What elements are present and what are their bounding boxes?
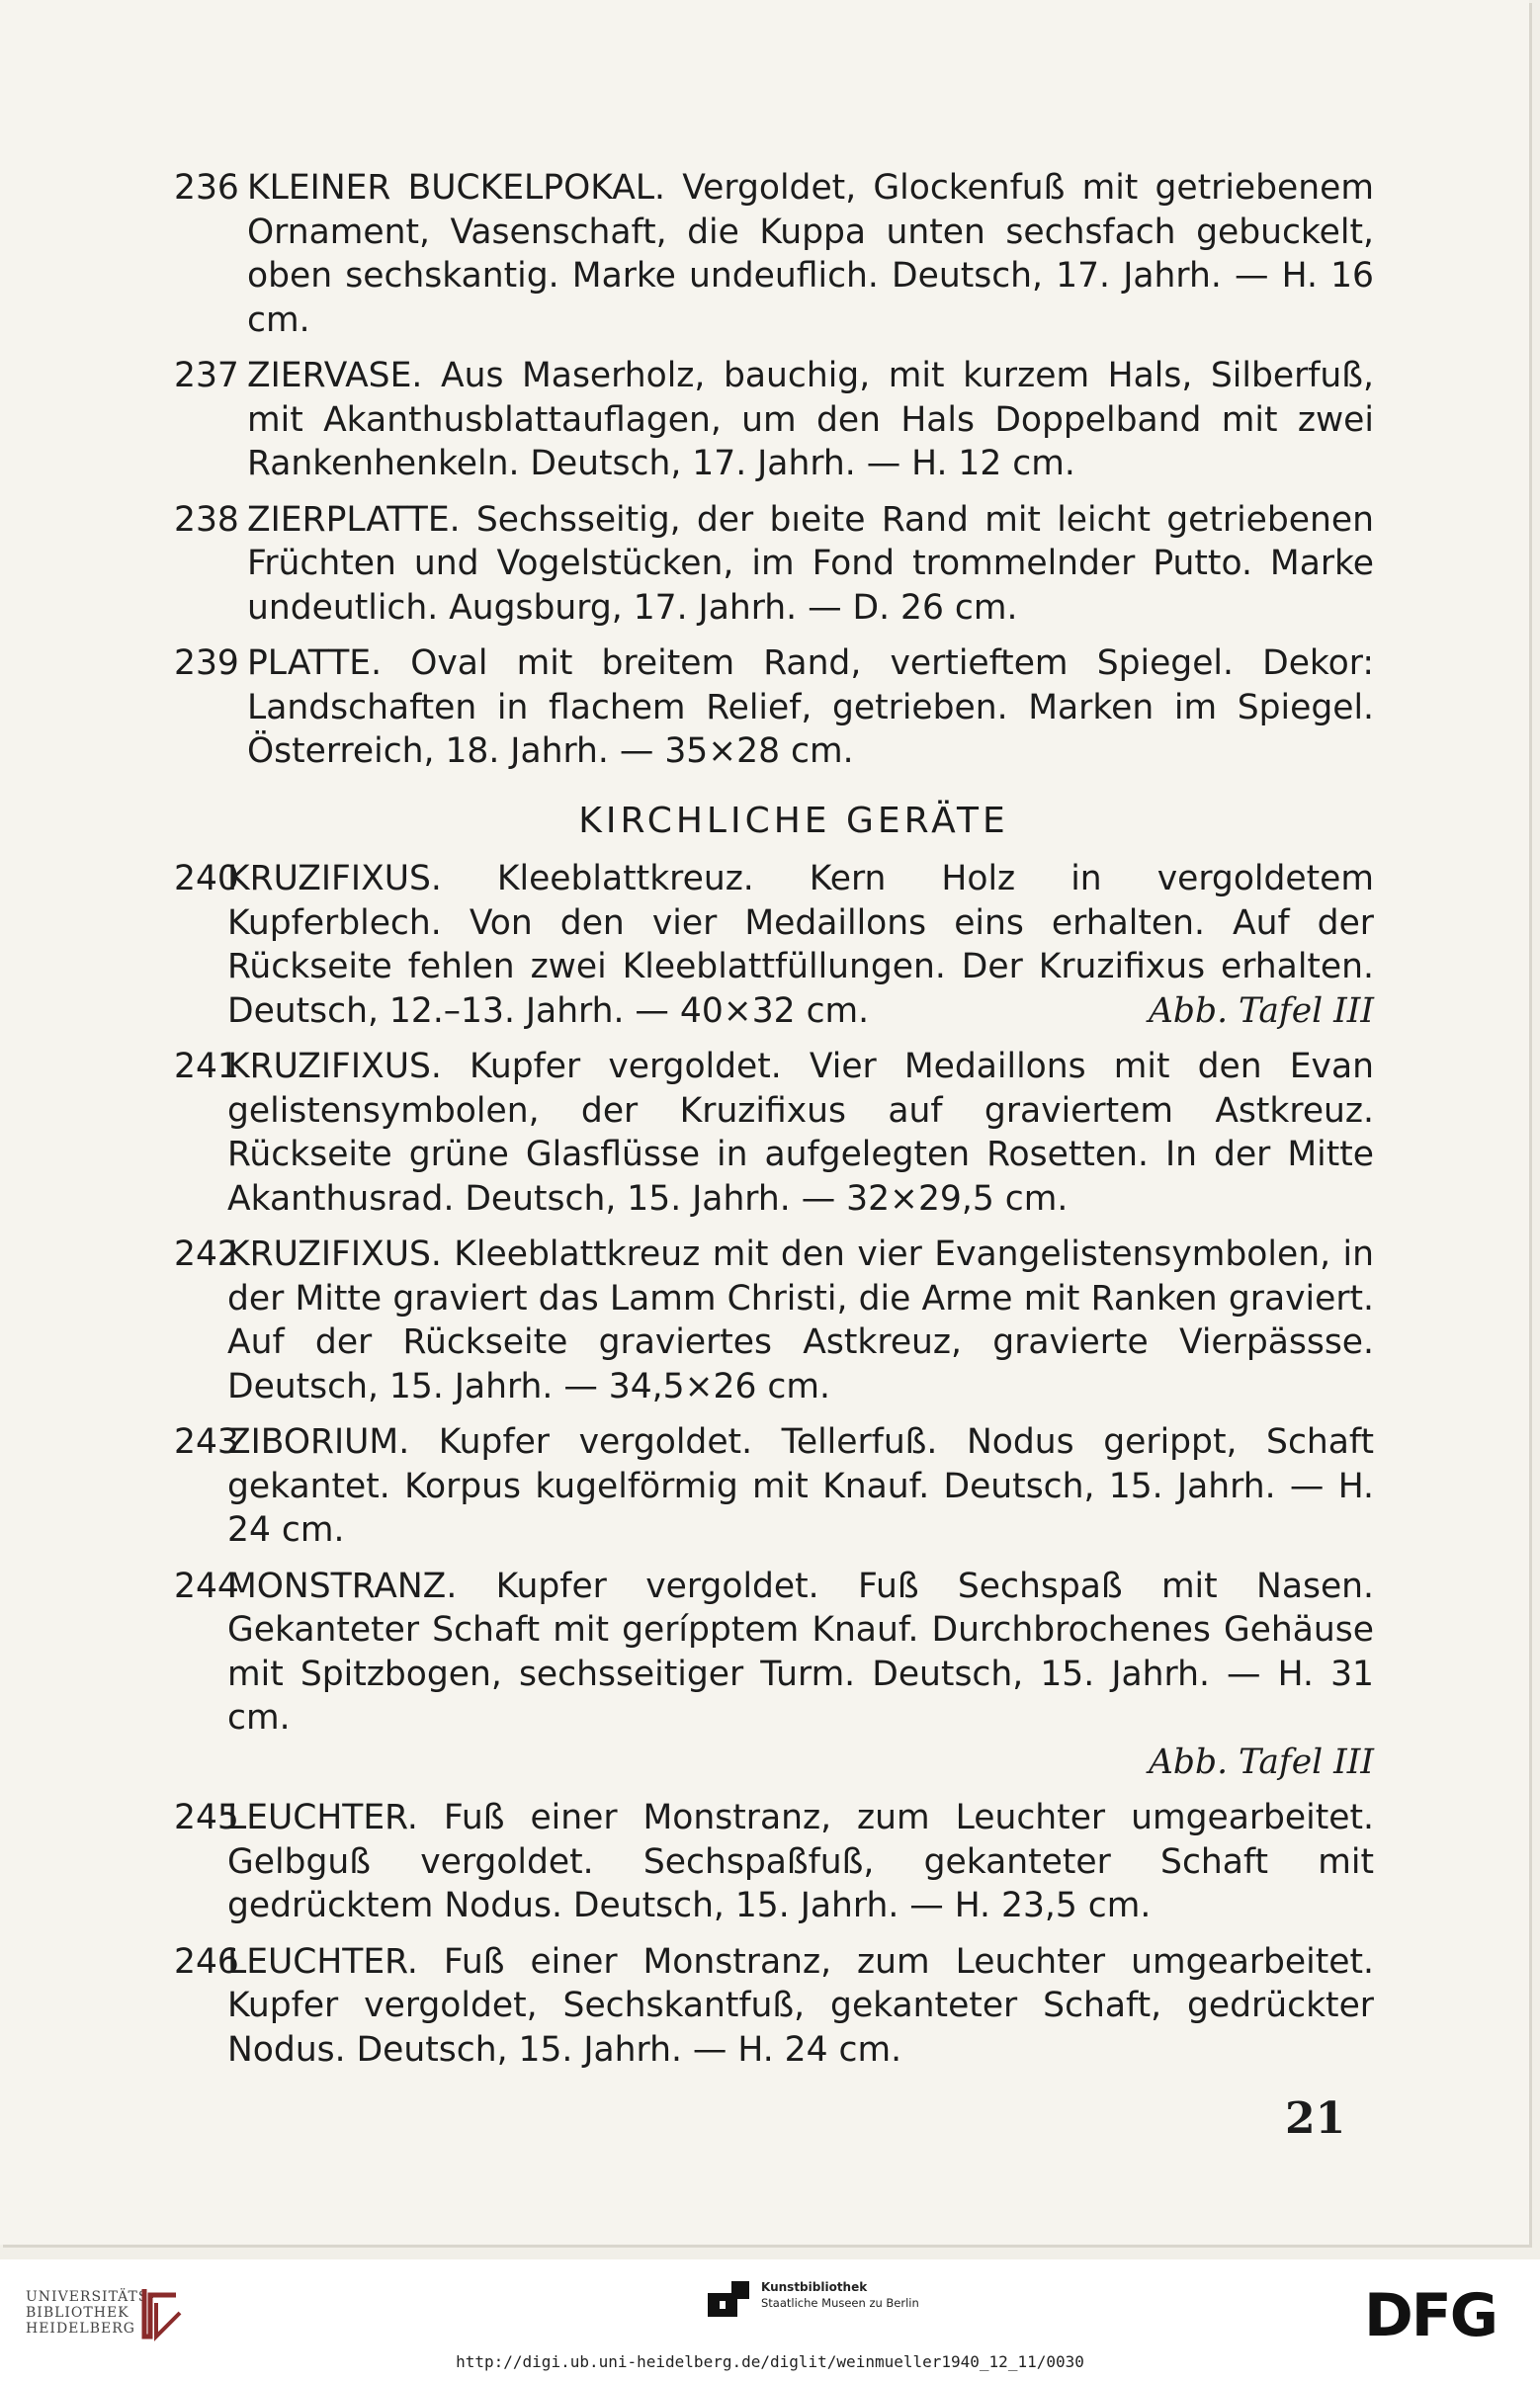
entry-number: 246 (174, 1941, 239, 1982)
catalog-entry-236 (174, 166, 1374, 342)
entry-text: KRUZIFIXUS. Kupfer vergoldet. Vier Medaillons mit den Evan gelistensymbolen, der Kruzifixus auf graviertem Astkreuz. Rückseite grüne Glasflüsse in aufgelegten Rosetten. In der Mitte Akanthusrad. Deutsch, 15. Jahrh. — 32×29,5 cm. (227, 1047, 1374, 1219)
plate-reference: Abb. Tafel III (1149, 990, 1374, 1031)
permalink-url[interactable]: http://digi.ub.uni-heidelberg.de/diglit/weinmueller1940_12_11/0030 (456, 2352, 1084, 2371)
entry-text: LEUCHTER. Fuß einer Monstranz, zum Leuchter umgearbeitet. Gelbguß vergoldet. Sechspaßfuß, gekanteter Schaft mit gedrücktem Nodus. Deutsch, 15. Jahrh. — H. 23,5 cm. (227, 1798, 1374, 1925)
entry-text: PLATTE. Oval mit breitem Rand, vertieftem Spiegel. Dekor: Landschaften in flachem Relief, getrieben. Marken im Spiegel. Österreich, 18. Jahrh. — 35×28 cm. (247, 643, 1374, 771)
footer-bar (0, 2259, 1540, 2382)
catalog-entry-244 (174, 1565, 1374, 1785)
entry-text: ZIBORIUM. Kupfer vergoldet. Tellerfuß. Nodus gerippt, Schaft gekantet. Korpus kugelförmig mit Knauf. Deutsch, 15. Jahrh. — H. 24 cm. (227, 1422, 1374, 1550)
catalog-entry-245 (174, 1796, 1374, 1928)
entry-body (227, 1565, 1374, 1785)
kb-name: Kunstbibliothek (761, 2280, 868, 2294)
catalog-entry-243 (174, 1420, 1374, 1553)
entry-number: 240 (174, 859, 239, 898)
entry-number: 238 (174, 499, 239, 540)
entry-number: 245 (174, 1798, 239, 1837)
catalog-entry-238 (174, 498, 1374, 631)
catalog-entry-237 (174, 354, 1374, 486)
kb-subtitle: Staatliche Museen zu Berlin (761, 2296, 919, 2310)
entry-number: 243 (174, 1422, 239, 1462)
catalog-entry-240 (174, 857, 1374, 1033)
entry-number: 241 (174, 1047, 239, 1086)
catalog-entry-246 (174, 1940, 1374, 2073)
entry-text: KRUZIFIXUS. Kleeblattkreuz mit den vier Evangelistensymbolen, in der Mitte graviert das Lamm Christi, die Arme mit Ranken graviert. Auf der Rückseite graviertes Astkreuz, gravierte Vierpässse. Deutsch, 15. Jahrh. — 34,5×26 cm. (227, 1234, 1374, 1406)
entry-number: 242 (174, 1234, 239, 1274)
kunstbibliothek-name (761, 2279, 919, 2311)
university-line: HEIDELBERG (26, 2321, 135, 2337)
entry-text: KRUZIFIXUS. Kleeblattkreuz. Kern Holz in vergoldetem Kupferblech. Von den vier Medaillons eins erhalten. Auf der Rückseite fehlen zwei Kleeblattfüllungen. Der Kruzifixus erhalten. Deutsch, 12.–13. Jahrh. — 40×32 cm. (227, 859, 1374, 1031)
page-content (174, 166, 1374, 2072)
university-line: UNIVERSITÄTS- (26, 2289, 155, 2305)
plate-reference: Abb. Tafel III (1149, 1742, 1374, 1782)
entry-number: 244 (174, 1566, 239, 1606)
entry-number: 236 (174, 168, 239, 208)
section-heading: KIRCHLICHE GERÄTE (578, 800, 1009, 841)
university-logo-icon (136, 2283, 186, 2342)
entry-number: 237 (174, 356, 239, 395)
entry-text: MONSTRANZ. Kupfer vergoldet. Fuß Sechspaß mit Nasen. Gekanteter Schaft mit gerípptem Knauf. Durchbrochenes Gehäuse mit Spitzbogen, sechsseitiger Turm. Deutsch, 15. Jahrh. — H. 31 cm. (227, 1566, 1374, 1738)
entry-text: ZIERPLATTE. Sechsseitig, der bıeite Rand mit leicht getriebenen Früchten und Vogelstücken, im Fond trommelnder Putto. Marke undeutlich. Augsburg, 17. Jahrh. — D. 26 cm. (247, 499, 1374, 628)
entry-body (227, 857, 1374, 1033)
dfg-logo: DFG (1364, 2281, 1497, 2350)
kunstbibliothek-logo-icon (700, 2279, 755, 2319)
catalog-entry-241 (174, 1045, 1374, 1221)
catalog-entry-242 (174, 1233, 1374, 1408)
entry-text: ZIERVASE. Aus Maserholz, bauchig, mit kurzem Hals, Silberfuß, mit Akanthusblattauflagen, um den Hals Doppelband mit zwei Rankenhenkeln. Deutsch, 17. Jahrh. — H. 12 cm. (247, 356, 1374, 483)
page-number: 21 (1285, 2093, 1346, 2144)
entry-number: 239 (174, 643, 239, 683)
entry-text: KLEINER BUCKELPOKAL. Vergoldet, Glockenfuß mit getriebenem Ornament, Vasenschaft, die Kuppa unten sechsfach gebuckelt, oben sechskantig. Marke undeuflich. Deutsch, 17. Jahrh. — H. 16 cm. (247, 168, 1374, 340)
university-line: BIBLIOTHEK (26, 2305, 129, 2321)
entry-text: LEUCHTER. Fuß einer Monstranz, zum Leuchter umgearbeitet. Kupfer vergoldet, Sechskantfuß, gekanteter Schaft, gedrückter Nodus. Deutsch, 15. Jahrh. — H. 24 cm. (227, 1941, 1374, 2070)
catalog-entry-239 (174, 641, 1374, 774)
